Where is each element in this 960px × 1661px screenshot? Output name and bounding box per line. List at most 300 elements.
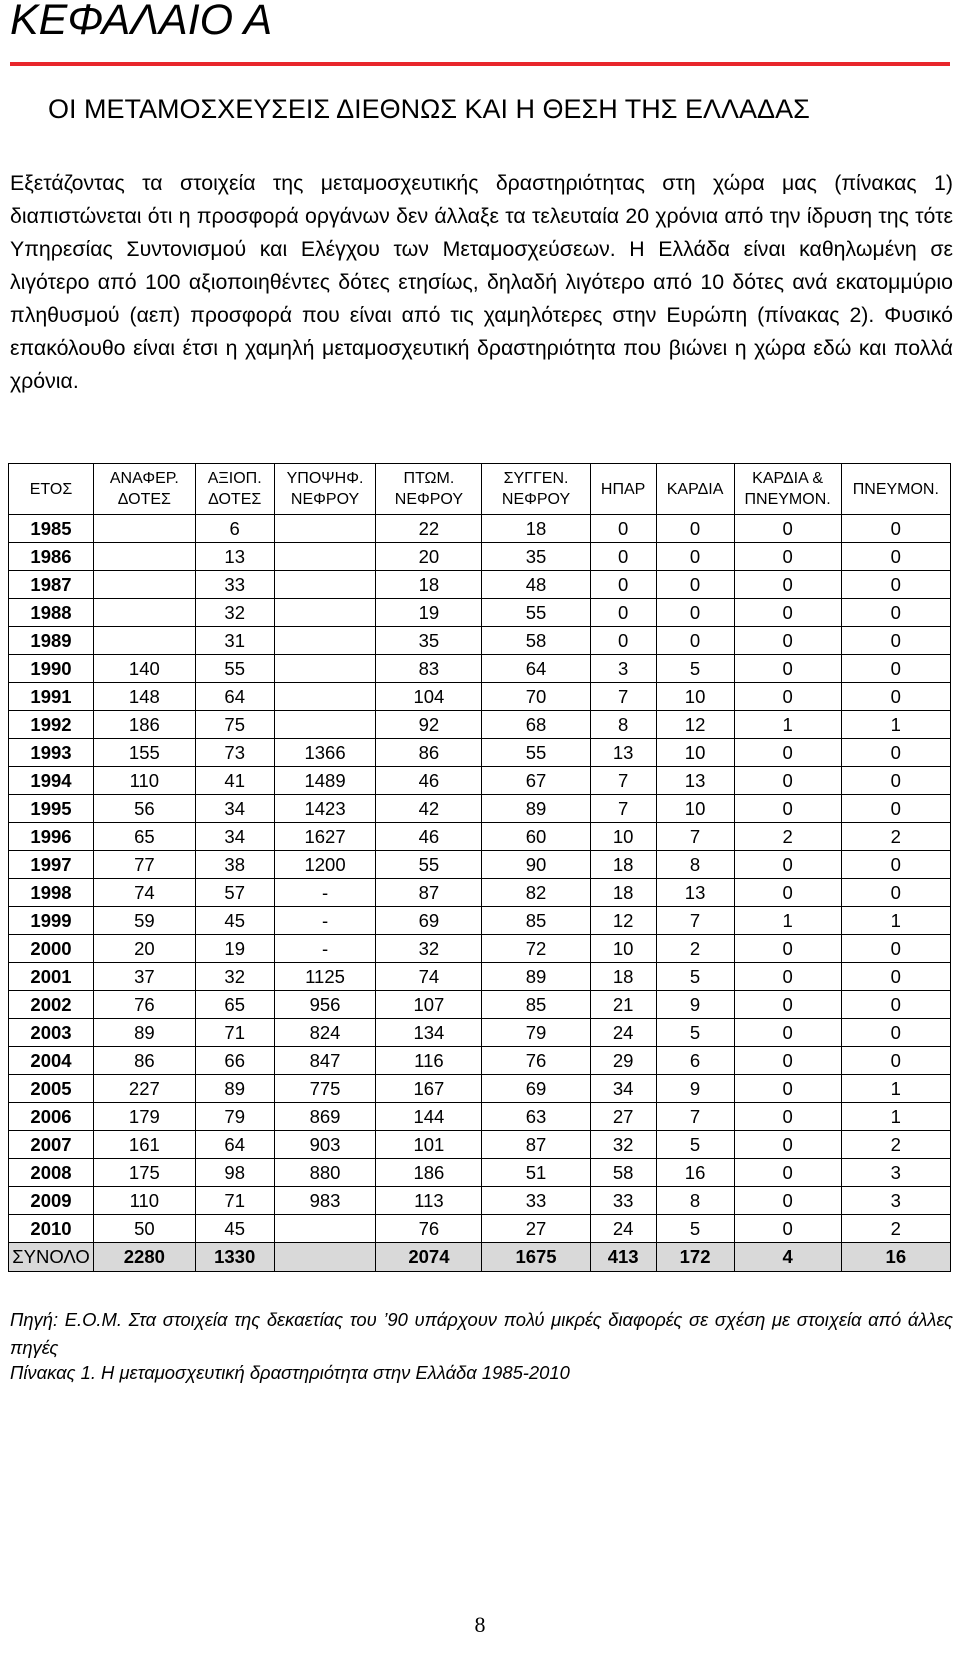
table-row xyxy=(9,683,951,711)
table-cell: 144 xyxy=(376,1103,482,1131)
table-cell: 32 xyxy=(195,963,274,991)
table-cell: 775 xyxy=(274,1075,376,1103)
table-cell: 64 xyxy=(195,683,274,711)
table-cell xyxy=(274,627,376,655)
table-cell: 0 xyxy=(841,795,950,823)
table-cell: 76 xyxy=(482,1047,590,1075)
table-row xyxy=(9,655,951,683)
table-cell: 0 xyxy=(590,543,656,571)
table-cell: 2 xyxy=(841,1215,950,1243)
total-cell: 2074 xyxy=(376,1243,482,1272)
column-header xyxy=(195,464,274,515)
table-row xyxy=(9,1019,951,1047)
table-cell: 13 xyxy=(656,879,734,907)
table-cell xyxy=(274,655,376,683)
table-cell: 77 xyxy=(94,851,196,879)
table-cell: 34 xyxy=(590,1075,656,1103)
table-cell: 113 xyxy=(376,1187,482,1215)
table-cell: 2 xyxy=(656,935,734,963)
table-cell: 21 xyxy=(590,991,656,1019)
table-cell: 12 xyxy=(656,711,734,739)
table-row xyxy=(9,935,951,963)
table-cell: 74 xyxy=(94,879,196,907)
year-cell: 1995 xyxy=(9,795,94,823)
table-cell xyxy=(274,1215,376,1243)
table-cell: 29 xyxy=(590,1047,656,1075)
table-cell: 1366 xyxy=(274,739,376,767)
table-cell: 45 xyxy=(195,907,274,935)
table-cell: 87 xyxy=(376,879,482,907)
year-cell: 2006 xyxy=(9,1103,94,1131)
table-cell: 7 xyxy=(656,1103,734,1131)
table-cell: - xyxy=(274,907,376,935)
table-cell: 10 xyxy=(656,795,734,823)
table-cell: 0 xyxy=(656,571,734,599)
column-header-line: ΠΝΕΥΜΟΝ. xyxy=(744,491,831,508)
table-cell xyxy=(94,543,196,571)
table-cell: 7 xyxy=(590,767,656,795)
total-cell: 172 xyxy=(656,1243,734,1272)
table-cell: 227 xyxy=(94,1075,196,1103)
table-cell: 60 xyxy=(482,823,590,851)
column-header-line: ΑΝΑΦΕΡ. xyxy=(109,470,179,487)
total-label: ΣΥΝΟΛΟ xyxy=(9,1243,94,1272)
total-cell: 4 xyxy=(734,1243,841,1272)
year-cell: 1987 xyxy=(9,571,94,599)
column-header xyxy=(656,464,734,515)
table-cell: 0 xyxy=(590,627,656,655)
table-cell: 5 xyxy=(656,963,734,991)
table-cell: 0 xyxy=(734,627,841,655)
table-caption: Πίνακας 1. Η μεταμοσχευτική δραστηριότητα στην Ελλάδα 1985-2010 xyxy=(10,1362,570,1383)
total-cell: 2280 xyxy=(94,1243,196,1272)
table-cell: 869 xyxy=(274,1103,376,1131)
table-cell: 90 xyxy=(482,851,590,879)
column-header-line: ΚΑΡΔΙΑ xyxy=(666,480,724,498)
table-cell: 68 xyxy=(482,711,590,739)
table-cell: 983 xyxy=(274,1187,376,1215)
total-cell xyxy=(274,1243,376,1272)
table-cell: 18 xyxy=(376,571,482,599)
table-cell: 64 xyxy=(482,655,590,683)
table-cell: 0 xyxy=(734,571,841,599)
table-cell: 55 xyxy=(376,851,482,879)
table-cell: 5 xyxy=(656,655,734,683)
table-cell: 69 xyxy=(376,907,482,935)
table-cell: 7 xyxy=(656,823,734,851)
table-cell: 18 xyxy=(482,515,590,543)
table-cell: 1627 xyxy=(274,823,376,851)
table-cell: 956 xyxy=(274,991,376,1019)
table-cell: 65 xyxy=(195,991,274,1019)
table-cell: 104 xyxy=(376,683,482,711)
table-cell: 107 xyxy=(376,991,482,1019)
table-cell: 55 xyxy=(195,655,274,683)
table-cell xyxy=(94,599,196,627)
table-cell: 42 xyxy=(376,795,482,823)
table-cell: 0 xyxy=(656,515,734,543)
table-cell xyxy=(274,599,376,627)
total-cell: 16 xyxy=(841,1243,950,1272)
table-cell: 76 xyxy=(376,1215,482,1243)
table-cell: 33 xyxy=(482,1187,590,1215)
chapter-title: ΚΕΦΑΛΑΙΟ Α xyxy=(10,0,273,44)
table-cell: 0 xyxy=(841,963,950,991)
table-cell: 87 xyxy=(482,1131,590,1159)
year-cell: 1988 xyxy=(9,599,94,627)
source-note: Πηγή: Ε.Ο.Μ. Στα στοιχεία της δεκαετίας του ’90 υπάρχουν πολύ μικρές διαφορές σε σχέση με στοιχεία από άλλες πηγές xyxy=(10,1309,953,1358)
table-cell: 148 xyxy=(94,683,196,711)
table-cell: 0 xyxy=(841,851,950,879)
table-cell: 79 xyxy=(482,1019,590,1047)
table-cell: 33 xyxy=(590,1187,656,1215)
table-cell: 0 xyxy=(734,1215,841,1243)
table-row xyxy=(9,1103,951,1131)
table-cell: 31 xyxy=(195,627,274,655)
table-cell: 85 xyxy=(482,991,590,1019)
table-cell: 0 xyxy=(841,767,950,795)
table-cell: 134 xyxy=(376,1019,482,1047)
table-cell: 0 xyxy=(734,1103,841,1131)
table-cell: 3 xyxy=(841,1159,950,1187)
table-cell: 48 xyxy=(482,571,590,599)
table-row xyxy=(9,571,951,599)
table-cell: 71 xyxy=(195,1019,274,1047)
table-cell: 0 xyxy=(841,739,950,767)
table-cell: 13 xyxy=(590,739,656,767)
table-cell: 0 xyxy=(841,599,950,627)
table-cell: 55 xyxy=(482,599,590,627)
column-header-line: ΗΠΑΡ xyxy=(600,480,646,498)
table-cell: 10 xyxy=(590,935,656,963)
table-cell: 101 xyxy=(376,1131,482,1159)
table-cell: 0 xyxy=(734,1131,841,1159)
table-cell: - xyxy=(274,879,376,907)
table-cell: 18 xyxy=(590,851,656,879)
table-cell: 2 xyxy=(841,823,950,851)
table-cell: 0 xyxy=(734,543,841,571)
table-cell: 89 xyxy=(482,795,590,823)
table-cell: 0 xyxy=(656,627,734,655)
table-cell: 1 xyxy=(841,907,950,935)
table-cell: 7 xyxy=(656,907,734,935)
table-cell: 58 xyxy=(590,1159,656,1187)
table-cell: - xyxy=(274,935,376,963)
table-cell: 10 xyxy=(656,739,734,767)
year-cell: 1985 xyxy=(9,515,94,543)
column-header-line: ΝΕΦΡΟΥ xyxy=(290,491,360,508)
table-cell: 74 xyxy=(376,963,482,991)
table-cell: 0 xyxy=(734,1187,841,1215)
table-row xyxy=(9,543,951,571)
table-cell: 0 xyxy=(841,515,950,543)
table-cell: 72 xyxy=(482,935,590,963)
year-cell: 1991 xyxy=(9,683,94,711)
table-cell: 59 xyxy=(94,907,196,935)
table-cell: 0 xyxy=(734,599,841,627)
table-cell: 86 xyxy=(376,739,482,767)
table-cell: 0 xyxy=(734,851,841,879)
column-header-line: ΑΞΙΟΠ. xyxy=(207,470,262,487)
table-cell xyxy=(274,543,376,571)
table-row xyxy=(9,599,951,627)
table-row xyxy=(9,627,951,655)
column-header xyxy=(94,464,196,515)
table-cell: 110 xyxy=(94,1187,196,1215)
table-cell: 34 xyxy=(195,823,274,851)
table-body xyxy=(9,515,951,1272)
table-cell: 0 xyxy=(734,1075,841,1103)
table-cell: 70 xyxy=(482,683,590,711)
table-cell: 1 xyxy=(841,1103,950,1131)
table-cell: 18 xyxy=(590,879,656,907)
table-cell: 1423 xyxy=(274,795,376,823)
column-header-line: ΣΥΓΓΕΝ. xyxy=(503,470,569,487)
table-cell: 20 xyxy=(94,935,196,963)
column-header xyxy=(376,464,482,515)
table-cell: 83 xyxy=(376,655,482,683)
table-cell: 1 xyxy=(841,711,950,739)
year-cell: 2005 xyxy=(9,1075,94,1103)
table-cell: 1125 xyxy=(274,963,376,991)
intro-paragraph xyxy=(10,167,953,398)
year-cell: 2001 xyxy=(9,963,94,991)
table-cell xyxy=(94,515,196,543)
table-cell: 10 xyxy=(656,683,734,711)
table-cell: 18 xyxy=(590,963,656,991)
table-cell: 155 xyxy=(94,739,196,767)
table-cell: 65 xyxy=(94,823,196,851)
year-cell: 2010 xyxy=(9,1215,94,1243)
table-cell: 0 xyxy=(841,627,950,655)
table-row xyxy=(9,739,951,767)
table-cell: 63 xyxy=(482,1103,590,1131)
table-cell: 167 xyxy=(376,1075,482,1103)
table-cell: 0 xyxy=(841,879,950,907)
table-cell xyxy=(274,515,376,543)
total-cell: 1675 xyxy=(482,1243,590,1272)
table-cell: 32 xyxy=(376,935,482,963)
table-cell: 0 xyxy=(734,767,841,795)
year-cell: 2008 xyxy=(9,1159,94,1187)
year-cell: 2004 xyxy=(9,1047,94,1075)
year-cell: 1994 xyxy=(9,767,94,795)
total-cell: 413 xyxy=(590,1243,656,1272)
table-cell: 24 xyxy=(590,1019,656,1047)
table-cell: 10 xyxy=(590,823,656,851)
table-cell: 0 xyxy=(841,571,950,599)
table-cell: 8 xyxy=(656,851,734,879)
table-cell: 32 xyxy=(195,599,274,627)
table-cell: 8 xyxy=(590,711,656,739)
table-cell: 0 xyxy=(734,1159,841,1187)
table-row xyxy=(9,963,951,991)
table-cell: 9 xyxy=(656,991,734,1019)
table-cell: 16 xyxy=(656,1159,734,1187)
column-header xyxy=(841,464,950,515)
table-cell: 50 xyxy=(94,1215,196,1243)
table-cell: 0 xyxy=(841,991,950,1019)
section-heading: ΟΙ ΜΕΤΑΜΟΣΧΕΥΣΕΙΣ ΔΙΕΘΝΩΣ ΚΑΙ Η ΘΕΣΗ ΤΗΣ ΕΛΛΑΔΑΣ xyxy=(48,94,810,124)
table-cell: 0 xyxy=(734,795,841,823)
table-cell: 1489 xyxy=(274,767,376,795)
table-cell: 0 xyxy=(590,515,656,543)
column-header-line: ΔΟΤΕΣ xyxy=(208,491,262,508)
table-cell: 37 xyxy=(94,963,196,991)
table-cell: 82 xyxy=(482,879,590,907)
table-cell: 7 xyxy=(590,683,656,711)
table-row xyxy=(9,1187,951,1215)
table-cell: 0 xyxy=(734,1047,841,1075)
table-cell: 5 xyxy=(656,1215,734,1243)
year-cell: 1992 xyxy=(9,711,94,739)
table-cell: 89 xyxy=(94,1019,196,1047)
table-row xyxy=(9,1159,951,1187)
table-cell: 86 xyxy=(94,1047,196,1075)
table-row xyxy=(9,795,951,823)
table-cell: 34 xyxy=(195,795,274,823)
year-cell: 1986 xyxy=(9,543,94,571)
table-cell: 67 xyxy=(482,767,590,795)
table-cell: 33 xyxy=(195,571,274,599)
table-cell: 0 xyxy=(841,1047,950,1075)
table-row xyxy=(9,907,951,935)
table-cell: 0 xyxy=(734,935,841,963)
column-header-line: ΠΝΕΥΜΟΝ. xyxy=(852,480,939,498)
table-cell: 3 xyxy=(590,655,656,683)
table-cell: 13 xyxy=(195,543,274,571)
table-cell: 179 xyxy=(94,1103,196,1131)
table-cell xyxy=(274,711,376,739)
column-header xyxy=(274,464,376,515)
table-cell: 903 xyxy=(274,1131,376,1159)
table-cell: 186 xyxy=(94,711,196,739)
table-cell: 92 xyxy=(376,711,482,739)
table-cell: 0 xyxy=(656,543,734,571)
table-cell: 0 xyxy=(841,655,950,683)
table-cell: 0 xyxy=(734,879,841,907)
year-cell: 1996 xyxy=(9,823,94,851)
table-cell: 1200 xyxy=(274,851,376,879)
table-cell: 0 xyxy=(734,655,841,683)
table-row xyxy=(9,991,951,1019)
column-header xyxy=(590,464,656,515)
table-cell: 0 xyxy=(590,571,656,599)
table-cell: 35 xyxy=(482,543,590,571)
table-cell: 12 xyxy=(590,907,656,935)
table-cell: 8 xyxy=(656,1187,734,1215)
table-cell: 71 xyxy=(195,1187,274,1215)
table-cell: 22 xyxy=(376,515,482,543)
table-cell: 847 xyxy=(274,1047,376,1075)
table-cell: 7 xyxy=(590,795,656,823)
table-cell: 140 xyxy=(94,655,196,683)
year-cell: 2009 xyxy=(9,1187,94,1215)
table-cell: 79 xyxy=(195,1103,274,1131)
column-header xyxy=(9,464,94,515)
table-cell: 5 xyxy=(656,1019,734,1047)
table-cell: 0 xyxy=(590,599,656,627)
table-row xyxy=(9,1131,951,1159)
table-row xyxy=(9,711,951,739)
table-cell: 56 xyxy=(94,795,196,823)
table-row xyxy=(9,1215,951,1243)
year-cell: 1999 xyxy=(9,907,94,935)
table-cell: 27 xyxy=(590,1103,656,1131)
table-cell: 5 xyxy=(656,1131,734,1159)
table-cell: 45 xyxy=(195,1215,274,1243)
table-cell: 824 xyxy=(274,1019,376,1047)
table-cell: 58 xyxy=(482,627,590,655)
total-row xyxy=(9,1243,951,1272)
table-cell: 0 xyxy=(734,739,841,767)
table-cell: 19 xyxy=(376,599,482,627)
table-cell xyxy=(274,683,376,711)
year-cell: 2003 xyxy=(9,1019,94,1047)
table-cell xyxy=(274,571,376,599)
table-row xyxy=(9,767,951,795)
table-cell: 175 xyxy=(94,1159,196,1187)
table-cell: 1 xyxy=(734,907,841,935)
table-cell xyxy=(94,571,196,599)
column-header xyxy=(482,464,590,515)
page-number: 8 xyxy=(474,1612,486,1637)
table-cell: 2 xyxy=(734,823,841,851)
table-cell: 57 xyxy=(195,879,274,907)
year-cell: 1993 xyxy=(9,739,94,767)
table-cell: 32 xyxy=(590,1131,656,1159)
table-row xyxy=(9,515,951,543)
table-cell: 75 xyxy=(195,711,274,739)
table-cell: 66 xyxy=(195,1047,274,1075)
table-cell: 0 xyxy=(734,515,841,543)
table-cell: 13 xyxy=(656,767,734,795)
year-cell: 1997 xyxy=(9,851,94,879)
table-cell: 76 xyxy=(94,991,196,1019)
table-cell: 85 xyxy=(482,907,590,935)
table-cell: 6 xyxy=(656,1047,734,1075)
table-cell: 0 xyxy=(841,683,950,711)
table-cell: 24 xyxy=(590,1215,656,1243)
table-cell: 20 xyxy=(376,543,482,571)
table-cell: 6 xyxy=(195,515,274,543)
column-header-line: ΚΑΡΔΙΑ & xyxy=(752,470,824,487)
column-header-line: ΝΕΦΡΟΥ xyxy=(394,491,464,508)
column-header-line: ΕΤΟΣ xyxy=(29,480,73,498)
table-cell: 0 xyxy=(841,935,950,963)
table-cell: 3 xyxy=(841,1187,950,1215)
table-cell: 41 xyxy=(195,767,274,795)
table-cell: 110 xyxy=(94,767,196,795)
table-cell: 27 xyxy=(482,1215,590,1243)
table-cell: 0 xyxy=(734,963,841,991)
table-cell: 0 xyxy=(734,1019,841,1047)
column-header-line: ΝΕΦΡΟΥ xyxy=(501,491,571,508)
table-cell: 1 xyxy=(841,1075,950,1103)
column-header-line: ΥΠΟΨΗΦ. xyxy=(286,470,364,487)
table-cell: 98 xyxy=(195,1159,274,1187)
table-cell: 2 xyxy=(841,1131,950,1159)
year-cell: 1989 xyxy=(9,627,94,655)
table-cell: 0 xyxy=(734,683,841,711)
table-row xyxy=(9,1047,951,1075)
year-cell: 2000 xyxy=(9,935,94,963)
column-header-line: ΔΟΤΕΣ xyxy=(117,491,171,508)
table-cell: 89 xyxy=(482,963,590,991)
table-cell: 9 xyxy=(656,1075,734,1103)
table-row xyxy=(9,823,951,851)
table-cell: 64 xyxy=(195,1131,274,1159)
